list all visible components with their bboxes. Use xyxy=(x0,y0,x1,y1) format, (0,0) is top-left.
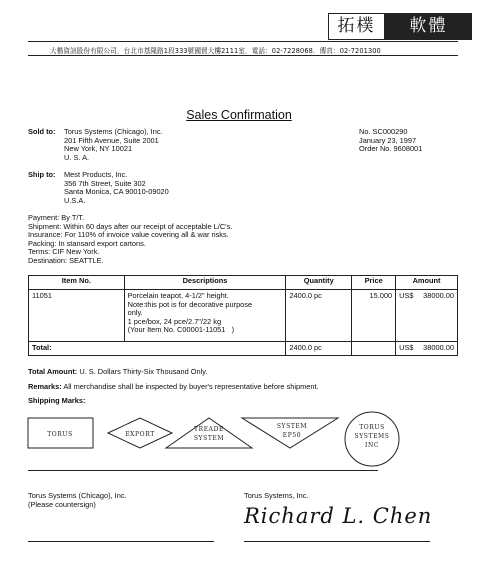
column-header-quantity: Quantity xyxy=(286,276,352,290)
mark-text-line: SYSTEMS xyxy=(354,433,390,440)
page-title: Sales Confirmation xyxy=(186,108,292,122)
document-date: January 23, 1997 xyxy=(359,135,417,145)
sold-to-line: Torus Systems (Chicago), Inc. xyxy=(64,127,163,136)
ship-to-line: 356 7th Street, Suite 302 xyxy=(64,178,146,188)
terms-line: Payment: By T/T. xyxy=(28,213,85,222)
marks-rule xyxy=(28,470,378,471)
terms-line: Packing: In stansard export cartons. xyxy=(28,238,146,248)
description-line: Porcelain teapot, 4-1/2" height. xyxy=(127,291,229,300)
column-header-descriptions: Descriptions xyxy=(124,276,286,290)
total-amount: 38000.00 xyxy=(423,343,454,352)
total-label: Total: xyxy=(32,343,52,352)
order-number: Order No. 9608001 xyxy=(359,144,423,154)
description-line: (Your Item No. C00001-11051 ) xyxy=(127,325,235,335)
mark-text-line: EP50 xyxy=(282,432,302,439)
terms-line: Insurance: For 110% of invoice value covering all & war risks. xyxy=(28,230,229,240)
item-number: 11051 xyxy=(32,291,53,300)
ship-to-line: U.S.A. xyxy=(64,195,86,205)
ship-to-line: Mest Products, Inc. xyxy=(64,170,128,179)
sold-to-line: New York, NY 10021 xyxy=(64,144,133,154)
column-header-amount: Amount xyxy=(396,276,458,290)
total-quantity: 2400.0 pc xyxy=(289,343,322,352)
logo-left-text: 拓樸 xyxy=(328,13,385,40)
sold-to-label: Sold to: xyxy=(28,127,56,136)
terms-line: Shipment: Within 60 days after our receipt of acceptable L/C's. xyxy=(28,221,233,231)
price-value: 15.000 xyxy=(369,291,393,300)
currency-label: US$ xyxy=(399,291,414,300)
remarks-text: All merchandise shall be inspected by buyer's representative before shipment. xyxy=(63,382,319,391)
seller-company: Torus Systems, Inc. xyxy=(244,491,309,500)
description-line: 1 pce/box, 24 pce/2.7"/22 kg xyxy=(127,316,222,326)
sold-to-line: 201 Fifth Avenue, Suite 2001 xyxy=(64,135,159,145)
buyer-signature-line xyxy=(28,541,214,542)
mark-text-line: TORUS xyxy=(359,424,385,431)
total-amount-words: U. S. Dollars Thirty-Six Thousand Only. xyxy=(79,367,208,376)
handwritten-signature: Richard L. Chen xyxy=(244,504,433,528)
mark-text-export: EXPORT xyxy=(125,431,155,438)
description-line: Note:this pot is for decorative purpose xyxy=(127,299,253,309)
letterhead-contact-line: 大楷資訊股份有限公司．台北市基隆路1段333號國貿大樓2111室．電話：02-7228068．傳真：02-7201300 xyxy=(50,47,381,55)
total-amount-label: Total Amount: xyxy=(28,367,78,376)
total-currency: US$ xyxy=(399,343,414,352)
seller-signature-line xyxy=(244,541,430,542)
terms-line: Destination: SEATTLE. xyxy=(28,255,104,265)
column-header-price: Price xyxy=(352,276,396,290)
terms-line: Terms: CIF New York. xyxy=(28,247,100,257)
description-line: only. xyxy=(127,308,143,318)
shipping-marks-label: Shipping Marks: xyxy=(28,396,86,405)
mark-text-line: TREADE xyxy=(193,426,225,433)
amount-value: 38000.00 xyxy=(423,291,454,300)
buyer-note: (Please countersign) xyxy=(28,499,96,509)
mark-text-line: SYSTEM xyxy=(276,423,308,430)
column-header-item-no: Item No. xyxy=(29,276,125,290)
sold-to-line: U. S. A. xyxy=(64,152,90,162)
quantity-value: 2400.0 pc xyxy=(289,291,322,300)
mark-triangle xyxy=(166,418,252,448)
mark-text-line: SYSTEM xyxy=(193,435,225,442)
mark-text-system xyxy=(277,423,307,439)
sc-number: No. SC000290 xyxy=(359,127,408,136)
buyer-signature-block xyxy=(28,492,127,509)
buyer-company: Torus Systems (Chicago), Inc. xyxy=(28,491,127,500)
mark-text-treade xyxy=(194,426,224,442)
ship-to-label: Ship to: xyxy=(28,170,56,179)
remarks-label: Remarks: xyxy=(28,382,62,391)
logo-right-text: 軟體 xyxy=(385,13,472,40)
mark-text-torus-systems xyxy=(354,424,389,449)
ship-to-line: Santa Monica, CA 90010-09020 xyxy=(64,187,169,197)
mark-text-line: INC xyxy=(364,442,380,449)
mark-text-torus: TORUS xyxy=(47,431,73,438)
